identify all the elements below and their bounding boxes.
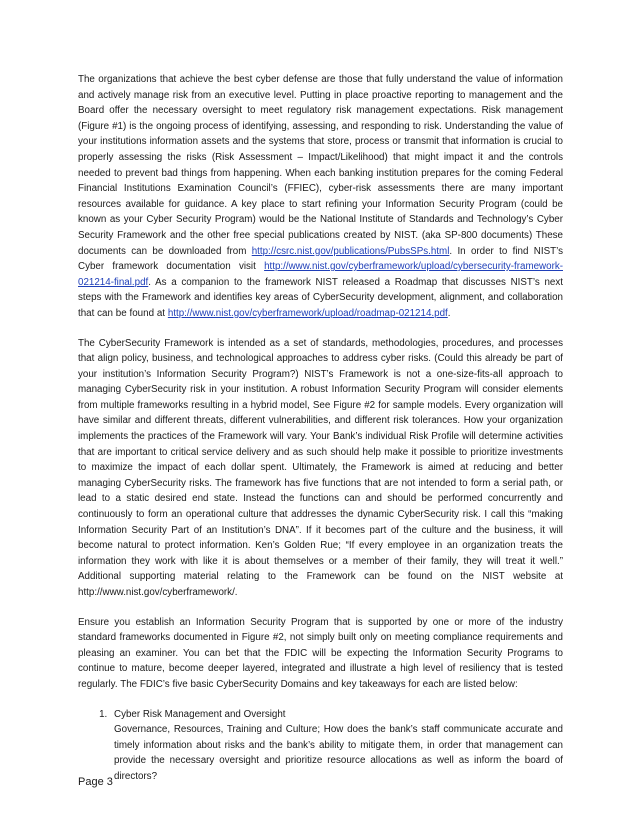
paragraph-text: .: [447, 307, 451, 319]
paragraph-risk-management: [78, 72, 563, 322]
cybersecurity-domains-list: [78, 707, 563, 785]
paragraph-text: The organizations that achieve the best cyber defense are those that fully understand the value of information and actively manage risk from an executive level. Putting in place proactive reporting to management and the Board offer the necessary oversight to meet regulatory risk management expectations. Risk management (Figure #1) is the ongoing process of identifying, assessing, and responding to risk. Understanding the value of your institutions information assets and the systems that store, process or transmit that information is crucial to properly assessing the risks (Risk Assessment – Impact/Likelihood) that might impact it and the controls needed to prevent bad things from happening. When each banking institution prepares for the coming Federal Financial Institutions Examination Council’s (FFIEC), cyber-risk assessments there are many important resources available for guidance. A key place to start refining your Information Security Program (could be known as your Cyber Security Program) would be the National Institute of Standards and Technology’s Cyber Security Framework and the other free special publications created by NIST. (aka SP-800 documents) These documents can be downloaded from: [78, 74, 563, 257]
page-number: Page 3: [78, 776, 113, 788]
paragraph-program: Ensure you establish an Information Security Program that is supported by one or more of the industry standard frameworks documented in Figure #2, not simply built only on meeting compliance requirements and pleasing an examiner. You can bet that the FDIC will be expecting the Information Security Programs to continue to mature, become deeper layered, integrated and illustrate a high level of resiliency that is tested regularly. The FDIC’s five basic CyberSecurity Domains and key takeaways for each are listed below:: [78, 616, 563, 690]
nist-roadmap-link[interactable]: http://www.nist.gov/cyberframework/upload/roadmap-021214.pdf: [167, 307, 448, 319]
list-item: [110, 707, 563, 785]
list-item-title: 1. Cyber Risk Management and Oversight: [114, 708, 286, 720]
page-body: [78, 72, 563, 785]
nist-framework-pdf-link[interactable]: http://www.nist.gov/cyberframework/upload/cybersecurity-framework-021214-final.pdf: [78, 261, 563, 288]
paragraph-text: . In order to find NIST’s Cyber framework documentation visit: [78, 245, 563, 273]
list-item-description: Governance, Resources, Training and Culture; How does the bank’s staff communicate accurate and timely information about risks and the bank’s ability to mitigate them, in order that management can provide the necessary oversight and prioritize resource allocations as well as inform the board of directors?: [114, 724, 563, 782]
paragraph-text: . As a companion to the framework NIST released a Roadmap that discusses NIST’s next steps with the Framework and identifies key areas of CyberSecurity development, alignment, and collaboration that can be found at: [78, 276, 563, 319]
nist-publications-link[interactable]: http://csrc.nist.gov/publications/PubsSPs.html: [251, 245, 450, 257]
paragraph-framework: The CyberSecurity Framework is intended as a set of standards, methodologies, procedures, and processes that align policy, business, and technological approaches to address cyber risks. (Could this already be part of your institution’s Information Security Program?) NIST’s Framework is not a one-size-fits-all approach to managing CyberSecurity risk in your institution. A robust Information Security Program will consider elements from multiple frameworks resulting in a hybrid model, See Figure #2 for sample models. Every organization will have similar and different threats, different vulnerabilities, and different risk tolerances. How your organization implements the practices of the Framework will vary. Your Bank’s individual Risk Profile will determine activities that are important to critical service delivery and as such should help make it possible to prioritize investments to maximize the impact of each dollar spent. Ultimately, the Framework is aimed at reducing and better managing CyberSecurity risks. The framework has five functions that are not intended to form a serial path, or lead to a static desired end state. Instead the functions can and should be performed concurrently and continuously to form an operational culture that addresses the dynamic CyberSecurity risk. I call this “making Information Security Part of an Institution’s DNA”. If it becomes part of the culture and the business, it will become natural to protect information. Ken’s Golden Rue; “If every employee in an organization treats the information they work with like it is about themselves or a member of their family, they will treat it well.” Additional supporting material relating to the Framework can be found on the NIST website at http://www.nist.gov/cyberframework/.: [78, 337, 563, 598]
